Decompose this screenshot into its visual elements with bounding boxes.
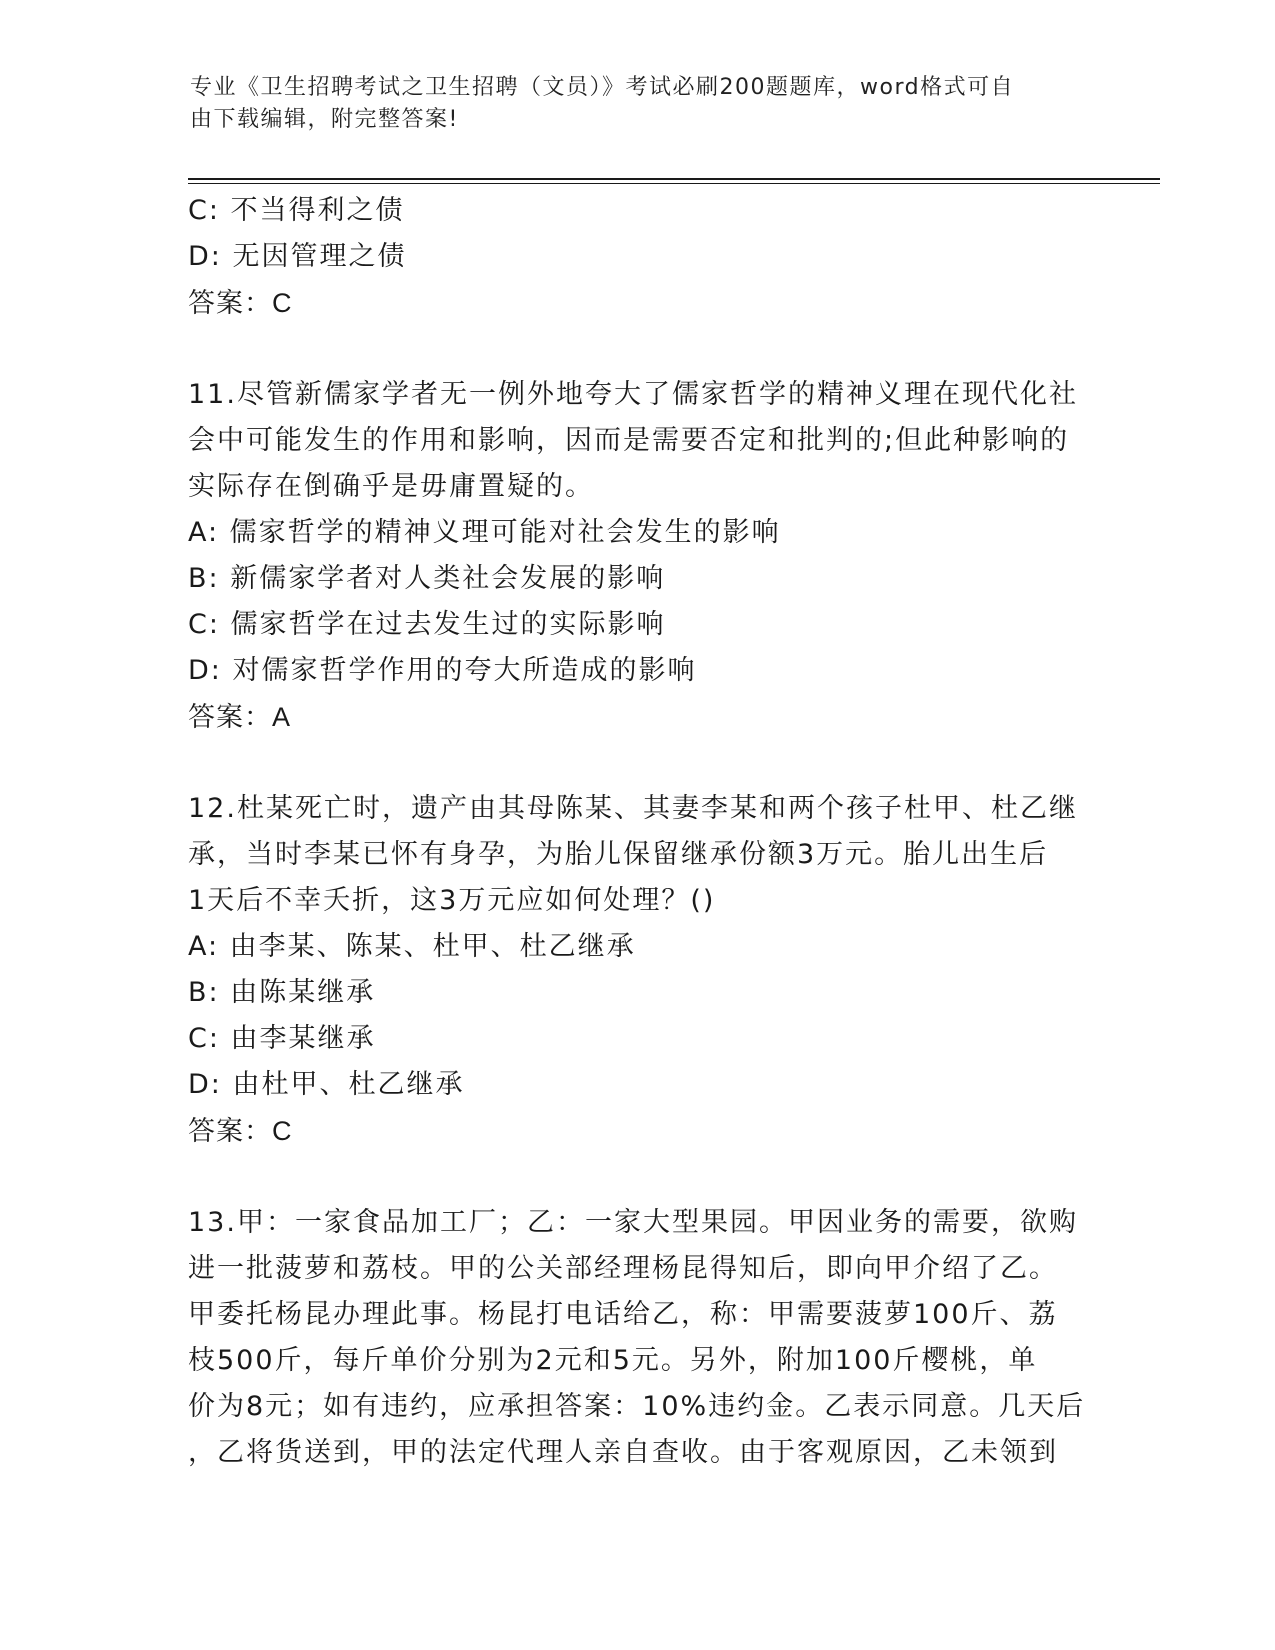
prev-question <box>188 188 1078 326</box>
question-11 <box>188 372 1078 740</box>
question-text: 实际存在倒确乎是毋庸置疑的。 <box>188 471 594 502</box>
question-text: 承，当时李某已怀有身孕，为胎儿保留继承份额3万元。胎儿出生后 <box>188 839 1049 870</box>
question-text: 枝500斤，每斤单价分别为2元和5元。另外，附加100斤樱桃，单 <box>188 1345 1038 1376</box>
answer: 答案：A <box>188 702 292 732</box>
question-text: 进一批菠萝和荔枝。甲的公关部经理杨昆得知后，即向甲介绍了乙。 <box>188 1253 1058 1284</box>
question-text: 甲委托杨昆办理此事。杨昆打电话给乙，称：甲需要菠萝100斤、荔 <box>188 1299 1058 1330</box>
question-text: 1天后不幸夭折，这3万元应如何处理？() <box>188 885 716 916</box>
question-12 <box>188 786 1078 1154</box>
option-c: C: 由李某继承 <box>188 1023 376 1054</box>
page-header <box>190 72 1090 136</box>
header-divider-thin <box>188 183 1160 184</box>
question-text: ，乙将货送到，甲的法定代理人亲自查收。由于客观原因，乙未领到 <box>188 1437 1058 1468</box>
question-13 <box>188 1200 1086 1476</box>
document-body <box>188 188 1086 1476</box>
spacer <box>188 1154 1078 1200</box>
option-b: B: 由陈某继承 <box>188 977 376 1008</box>
question-text: 13.甲：一家食品加工厂；乙：一家大型果园。甲因业务的需要，欲购 <box>188 1207 1078 1238</box>
answer: 答案：C <box>188 288 293 318</box>
question-text: 11.尽管新儒家学者无一例外地夸大了儒家哲学的精神义理在现代化社 <box>188 379 1078 410</box>
option-c: C: 儒家哲学在过去发生过的实际影响 <box>188 609 666 640</box>
header-divider-thick <box>188 178 1160 180</box>
header-line-1: 专业《卫生招聘考试之卫生招聘（文员）》考试必刷200题题库，word格式可自 <box>190 75 1015 100</box>
question-text: 会中可能发生的作用和影响，因而是需要否定和批判的;但此种影响的 <box>188 425 1070 456</box>
option-d: D: 由杜甲、杜乙继承 <box>188 1069 465 1100</box>
answer: 答案：C <box>188 1116 293 1146</box>
option-b: B: 新儒家学者对人类社会发展的影响 <box>188 563 666 594</box>
header-line-2: 由下载编辑，附完整答案! <box>190 107 459 132</box>
option-d: D: 对儒家哲学作用的夸大所造成的影响 <box>188 655 697 686</box>
question-text: 12.杜某死亡时，遗产由其母陈某、其妻李某和两个孩子杜甲、杜乙继 <box>188 793 1078 824</box>
option-d: D: 无因管理之债 <box>188 241 407 272</box>
option-a: A: 儒家哲学的精神义理可能对社会发生的影响 <box>188 517 781 548</box>
option-a: A: 由李某、陈某、杜甲、杜乙继承 <box>188 931 636 962</box>
question-text: 价为8元；如有违约，应承担答案：10%违约金。乙表示同意。几天后 <box>188 1391 1086 1422</box>
spacer <box>188 740 1078 786</box>
spacer <box>188 326 1078 372</box>
option-c: C: 不当得利之债 <box>188 195 405 226</box>
